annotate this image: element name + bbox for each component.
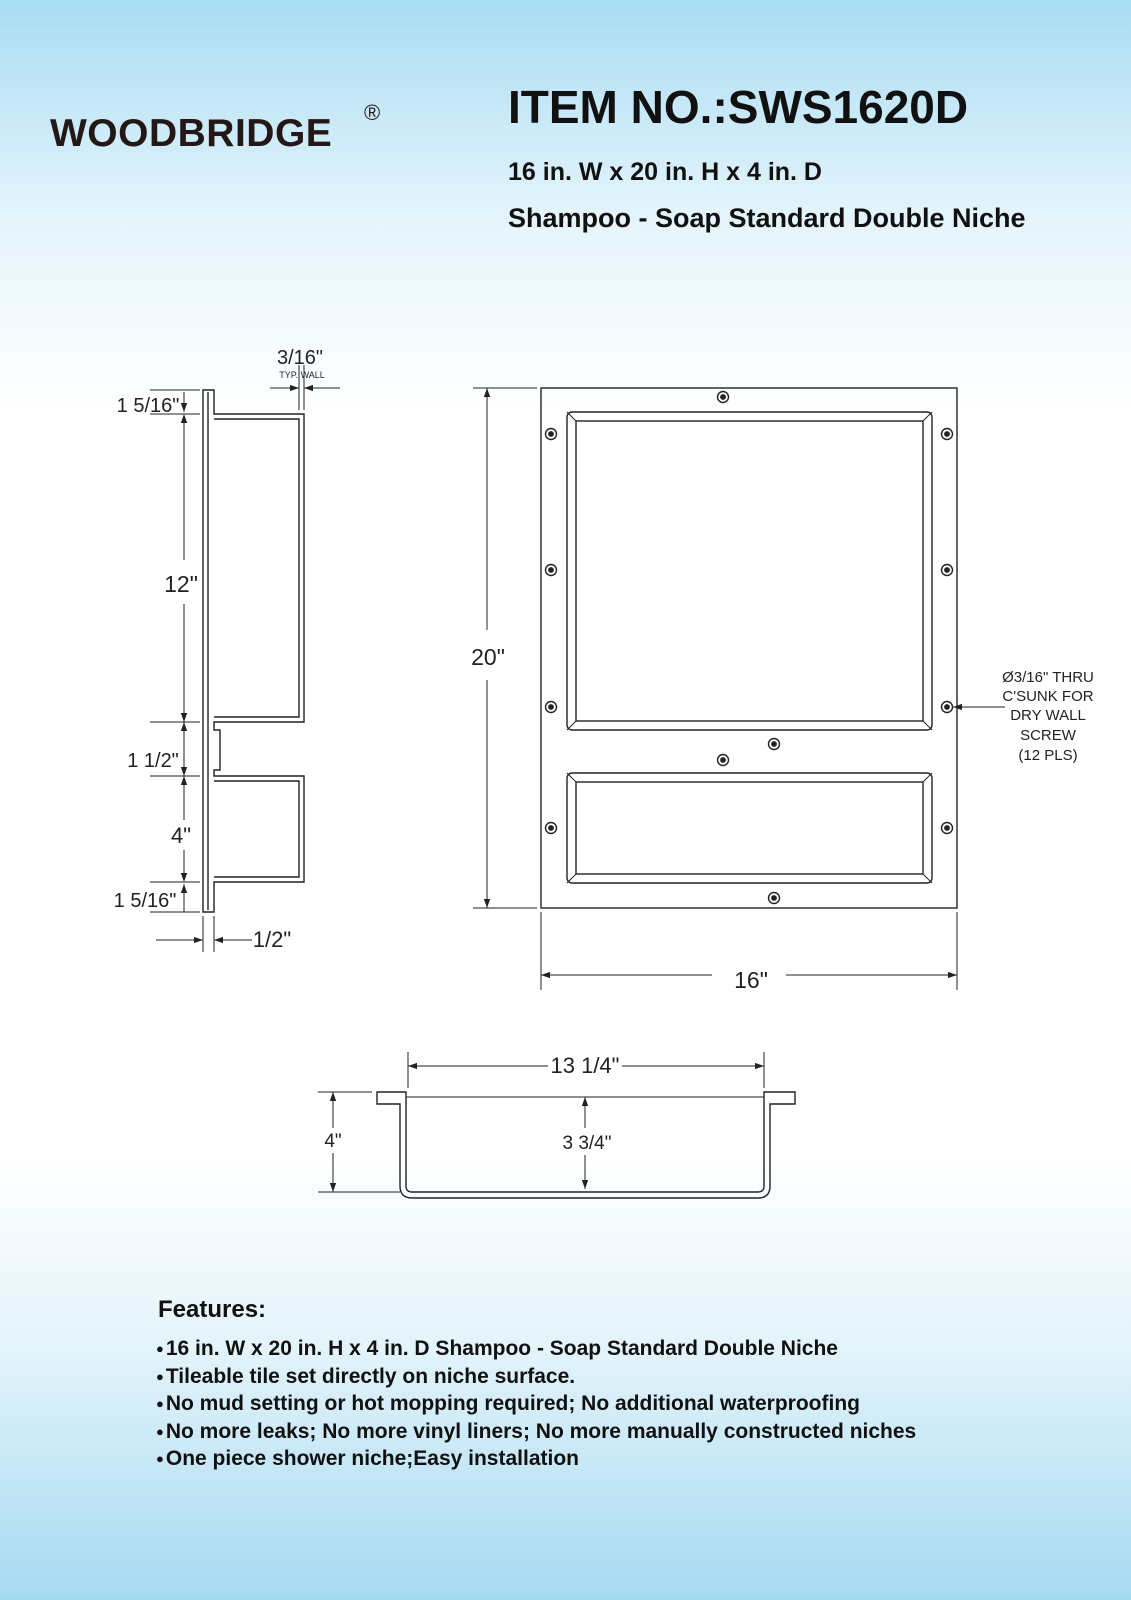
screw-hole [718,755,729,766]
screw-hole [942,429,953,440]
item-number: ITEM NO.:SWS1620D [508,81,969,133]
feature-item: ● One piece shower niche;Easy installation [156,1445,916,1473]
upper-shelf-height-label: 12" [164,571,198,597]
registered-mark: ® [364,100,381,125]
side-profile-inner [208,392,299,910]
front-view [473,388,1005,990]
top-flange-label: 1 5/16" [116,395,180,417]
screw-note-line-2: C'SUNK FOR [1002,688,1094,705]
screw-hole [942,702,953,713]
front-view-labels [471,644,1094,993]
wall-thickness-label: 3/16" [276,347,324,369]
screw-hole [546,429,557,440]
side-profile-outer [203,390,304,912]
product-dimensions: 16 in. W x 20 in. H x 4 in. D [508,158,822,186]
screw-hole [769,893,780,904]
feature-item: ● No more leaks; No more vinyl liners; No more manually constructed niches [156,1418,916,1446]
screw-note-line-5: (12 PLS) [1018,747,1078,764]
divider-height-label: 1 1/2" [127,750,179,772]
screw-note-line-3: DRY WALL [1010,707,1086,724]
front-height-label: 20" [471,644,505,670]
top-view-labels [324,1053,619,1154]
upper-compartment-outer [567,412,932,730]
screw-hole [769,739,780,750]
feature-item: ● Tileable tile set directly on niche surface. [156,1363,916,1391]
bottom-flange-label: 1 5/16" [113,890,177,912]
screw-hole [546,565,557,576]
flange-depth-label: 1/2" [252,927,292,952]
product-name: Shampoo - Soap Standard Double Niche [508,203,1026,233]
wall-note-label: TYP. WALL [279,370,325,380]
screw-hole [942,823,953,834]
lower-compartment-outer [567,773,932,883]
screw-hole [546,702,557,713]
screw-note-line-1: Ø3/16" THRU [1002,669,1094,686]
screw-note-line-4: SCREW [1020,727,1076,744]
screw-hole [942,565,953,576]
top-inner-depth-label: 3 3/4" [562,1133,612,1154]
top-width-label: 13 1/4" [550,1053,620,1078]
lower-shelf-height-label: 4" [170,823,192,848]
side-view [150,365,340,952]
upper-compartment-inner [576,421,923,721]
features-title: Features: [158,1296,267,1323]
lower-compartment-inner [576,782,923,874]
screw-hole [718,392,729,403]
brand-logo: WOODBRIDGE [50,112,333,155]
front-outer-frame [541,388,957,908]
front-width-label: 16" [734,967,768,993]
feature-item: ● 16 in. W x 20 in. H x 4 in. D Shampoo - Soap Standard Double Niche [156,1335,916,1363]
top-depth-label: 4" [324,1131,342,1152]
side-view-labels [114,347,325,952]
feature-item: ● No mud setting or hot mopping required; No additional waterproofing [156,1390,916,1418]
screw-holes [546,392,953,904]
features-list [156,1335,916,1473]
screw-hole [546,823,557,834]
